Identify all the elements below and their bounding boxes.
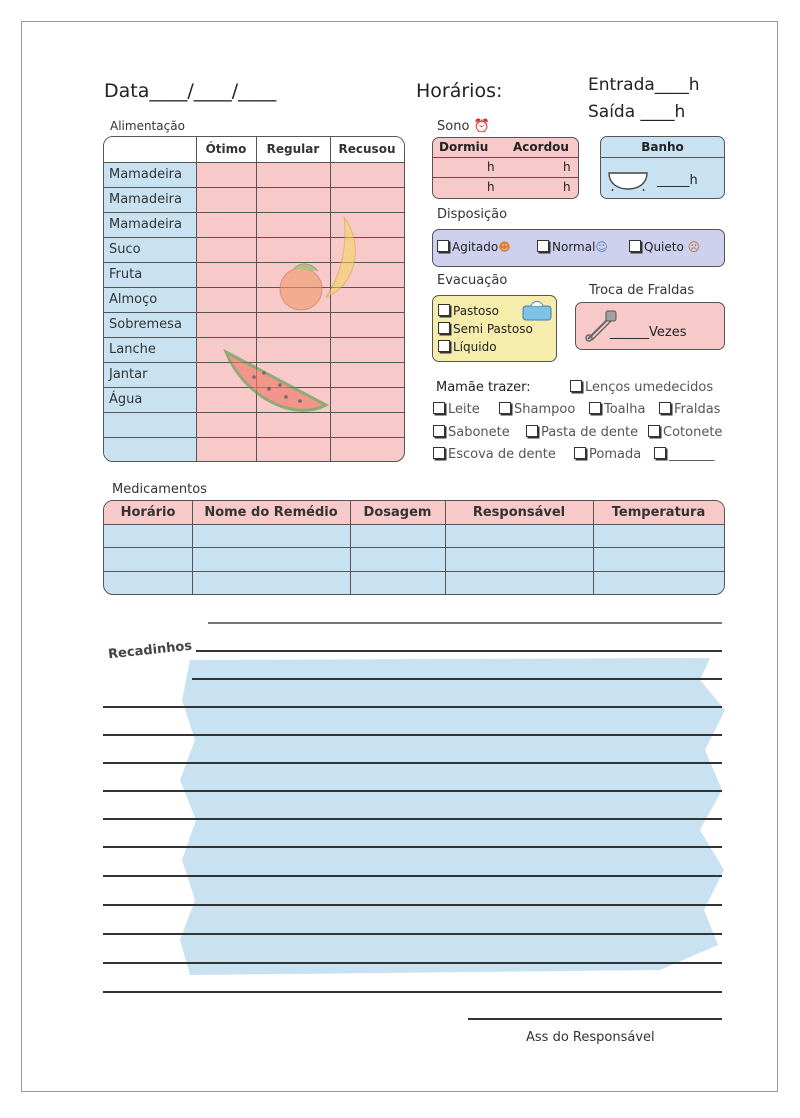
quieto-face-icon: ☹ bbox=[687, 240, 701, 254]
medicamentos-table bbox=[103, 500, 725, 595]
row-label: Lanche bbox=[109, 342, 156, 357]
sono-title: Sono ⏰ bbox=[437, 119, 490, 134]
row-label: Almoço bbox=[109, 292, 158, 307]
sono-table bbox=[432, 137, 579, 199]
checkbox[interactable] bbox=[648, 425, 660, 437]
dormiu-hour[interactable]: h bbox=[487, 180, 495, 194]
agitado-face-icon: ☻ bbox=[498, 240, 511, 254]
trazer-title: Mamãe trazer: bbox=[436, 380, 531, 395]
col-dormiu: Dormiu bbox=[439, 140, 489, 154]
dormiu-hour[interactable]: h bbox=[487, 160, 495, 174]
note-line[interactable] bbox=[103, 790, 722, 792]
wipes-icon bbox=[521, 300, 553, 322]
note-line[interactable] bbox=[103, 734, 722, 736]
checkbox[interactable] bbox=[433, 425, 445, 437]
banana-icon bbox=[326, 217, 355, 297]
alimentacao-table bbox=[103, 136, 405, 462]
disposicao-title: Disposição bbox=[437, 207, 508, 222]
option-normal[interactable]: Normal☺ bbox=[537, 240, 608, 254]
banho-time[interactable]: _____h bbox=[657, 173, 698, 188]
col-responsavel: Responsável bbox=[472, 505, 566, 520]
col-acordou: Acordou bbox=[513, 140, 569, 154]
alarm-clock-icon: ⏰ bbox=[473, 119, 490, 134]
checkbox[interactable] bbox=[433, 447, 445, 459]
trazer-item[interactable]: Sabonete bbox=[433, 425, 510, 440]
trazer-item[interactable]: Cotonete bbox=[648, 425, 722, 440]
checkbox[interactable] bbox=[526, 425, 538, 437]
recadinhos-title: Recadinhos bbox=[107, 638, 193, 663]
row-label: Água bbox=[109, 392, 143, 407]
checkbox[interactable] bbox=[499, 402, 511, 414]
banho-box bbox=[600, 136, 725, 199]
banho-title: Banho bbox=[641, 140, 684, 154]
option-pastoso[interactable]: Pastoso bbox=[438, 304, 499, 318]
checkbox[interactable] bbox=[438, 304, 450, 316]
checkbox[interactable] bbox=[437, 240, 449, 252]
note-line[interactable] bbox=[196, 650, 722, 652]
row-label: Fruta bbox=[109, 267, 143, 282]
row-label: Jantar bbox=[109, 367, 148, 382]
col-temperatura: Temperatura bbox=[611, 505, 706, 520]
row-label: Mamadeira bbox=[109, 167, 182, 182]
trazer-item[interactable]: Escova de dente bbox=[433, 447, 556, 462]
checkbox[interactable] bbox=[654, 447, 666, 459]
trazer-item[interactable]: Leite bbox=[433, 402, 480, 417]
signature-line[interactable] bbox=[468, 1018, 722, 1020]
medicamentos-title: Medicamentos bbox=[112, 482, 207, 497]
trazer-item[interactable]: _______ bbox=[654, 447, 715, 462]
note-line[interactable] bbox=[103, 991, 722, 993]
trazer-item[interactable]: Fraldas bbox=[659, 402, 720, 417]
col-recusou: Recusou bbox=[338, 142, 396, 156]
col-dosagem: Dosagem bbox=[363, 505, 432, 520]
note-line[interactable] bbox=[103, 818, 722, 820]
note-line[interactable] bbox=[103, 706, 722, 708]
checkbox[interactable] bbox=[537, 240, 549, 252]
col-regular: Regular bbox=[266, 142, 320, 156]
row-label: Mamadeira bbox=[109, 192, 182, 207]
note-line[interactable] bbox=[103, 933, 722, 935]
trazer-item[interactable]: Pasta de dente bbox=[526, 425, 638, 440]
apple-icon bbox=[280, 264, 322, 310]
bathtub-icon bbox=[607, 165, 649, 191]
checkbox[interactable] bbox=[589, 402, 601, 414]
checkbox[interactable] bbox=[438, 340, 450, 352]
note-line[interactable] bbox=[103, 762, 722, 764]
note-line[interactable] bbox=[103, 846, 722, 848]
date-field[interactable]: Data____/____/____ bbox=[104, 80, 277, 102]
note-line[interactable] bbox=[208, 622, 722, 624]
watermelon-icon bbox=[226, 352, 326, 410]
row-label: Suco bbox=[109, 242, 141, 257]
horarios-label: Horários: bbox=[416, 80, 503, 102]
option-agitado[interactable]: Agitado☻ bbox=[437, 240, 511, 254]
option-quieto[interactable]: Quieto ☹ bbox=[629, 240, 700, 254]
trazer-item[interactable]: Pomada bbox=[574, 447, 641, 462]
checkbox[interactable] bbox=[629, 240, 641, 252]
checkbox[interactable] bbox=[438, 322, 450, 334]
disposicao-box bbox=[432, 229, 725, 267]
row-label: Sobremesa bbox=[109, 317, 182, 332]
checkbox[interactable] bbox=[659, 402, 671, 414]
option-semi-pastoso[interactable]: Semi Pastoso bbox=[438, 322, 533, 336]
acordou-hour[interactable]: h bbox=[563, 180, 571, 194]
trazer-item[interactable]: Toalha bbox=[589, 402, 645, 417]
acordou-hour[interactable]: h bbox=[563, 160, 571, 174]
note-line[interactable] bbox=[103, 962, 722, 964]
entrada-field[interactable]: Entrada____h bbox=[588, 75, 700, 95]
note-line[interactable] bbox=[192, 678, 722, 680]
trazer-item[interactable]: Shampoo bbox=[499, 402, 575, 417]
checkbox[interactable] bbox=[570, 380, 582, 392]
fruit-illustration bbox=[104, 137, 405, 462]
note-line[interactable] bbox=[103, 875, 722, 877]
evacuacao-title: Evacuação bbox=[437, 273, 508, 288]
checkbox[interactable] bbox=[574, 447, 586, 459]
fraldas-box bbox=[575, 302, 725, 350]
evacuacao-box bbox=[432, 295, 557, 362]
saida-field[interactable]: Saída ____h bbox=[588, 102, 686, 122]
checkbox[interactable] bbox=[433, 402, 445, 414]
fraldas-count[interactable]: ______Vezes bbox=[610, 325, 687, 340]
col-nome-remedio: Nome do Remédio bbox=[204, 505, 338, 520]
alimentacao-title: Alimentação bbox=[110, 119, 185, 133]
normal-face-icon: ☺ bbox=[595, 240, 608, 254]
row-label: Mamadeira bbox=[109, 217, 182, 232]
note-line[interactable] bbox=[103, 904, 722, 906]
col-horario: Horário bbox=[120, 505, 176, 520]
trazer-item[interactable]: Lenços umedecidos bbox=[570, 380, 713, 395]
col-otimo: Ótimo bbox=[205, 142, 247, 156]
fraldas-title: Troca de Fraldas bbox=[589, 283, 695, 298]
signature-label: Ass do Responsável bbox=[526, 1030, 655, 1045]
option-liquido[interactable]: Líquido bbox=[438, 340, 497, 354]
